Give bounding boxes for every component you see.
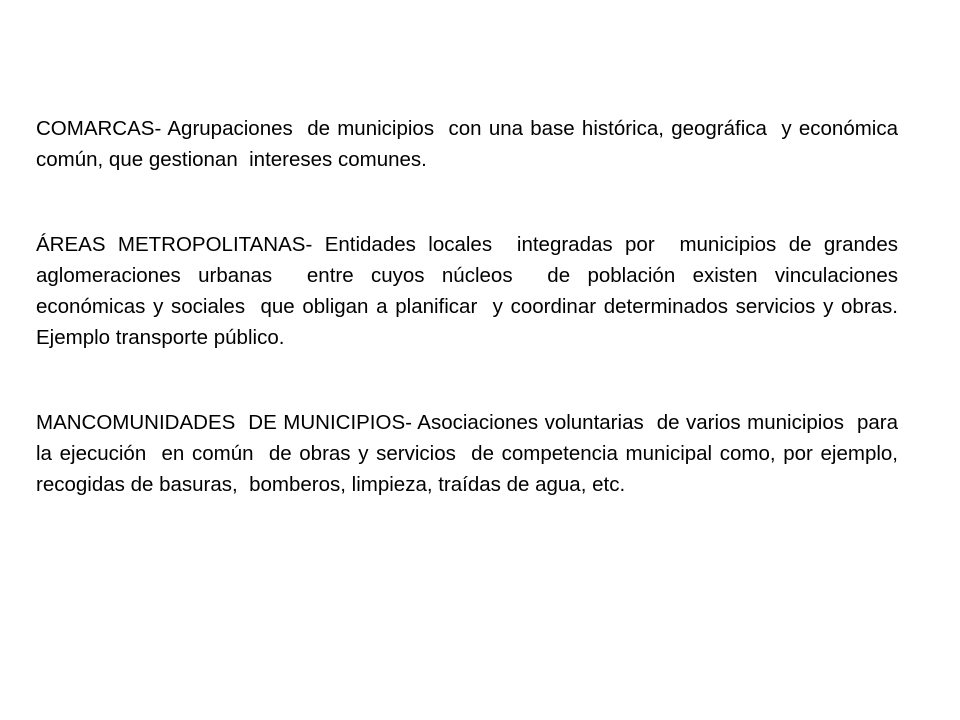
slide-content (36, 113, 910, 500)
paragraph-areas-metropolitanas: ÁREAS METROPOLITANAS- Entidades locales integradas por municipios de grandes aglomeraciones urbanas entre cuyos núcleos de población existen vinculaciones económicas y sociales que obligan a planificar y coordinar determinados servicios y obras. Ejemplo transporte público. (36, 233, 910, 349)
paragraph-comarcas: COMARCAS- Agrupaciones de municipios con una base histórica, geográfica y económica común, que gestionan intereses comunes. (36, 117, 904, 171)
paragraph-mancomunidades: MANCOMUNIDADES DE MUNICIPIOS- Asociaciones voluntarias de varios municipios para la ejecución en común de obras y servicios de competencia municipal como, por ejemplo, recogidas de basuras, bomberos, limpieza, traídas de agua, etc. (36, 411, 910, 496)
